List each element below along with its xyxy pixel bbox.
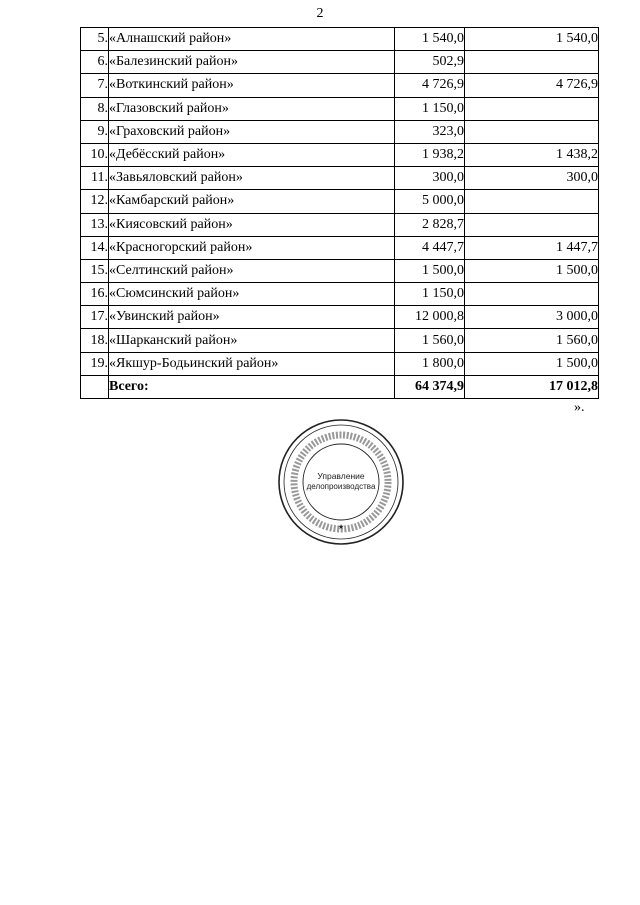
row-number: 13.	[81, 213, 109, 236]
total-label: Всего:	[109, 375, 395, 398]
district-name: «Киясовский район»	[109, 213, 395, 236]
total-empty-cell	[81, 375, 109, 398]
total-amount-second: 17 012,8	[465, 375, 599, 398]
district-name: «Сюмсинский район»	[109, 283, 395, 306]
amount-total: 2 828,7	[395, 213, 465, 236]
row-number: 10.	[81, 143, 109, 166]
amount-second	[465, 283, 599, 306]
row-number: 19.	[81, 352, 109, 375]
amount-second: 1 438,2	[465, 143, 599, 166]
total-amount: 64 374,9	[395, 375, 465, 398]
amount-second: 1 447,7	[465, 236, 599, 259]
row-number: 11.	[81, 167, 109, 190]
row-number: 6.	[81, 51, 109, 74]
district-name: «Селтинский район»	[109, 259, 395, 282]
row-number: 5.	[81, 28, 109, 51]
table-row	[81, 74, 599, 97]
amount-second: 3 000,0	[465, 306, 599, 329]
district-name: «Балезинский район»	[109, 51, 395, 74]
svg-text:★: ★	[337, 523, 345, 531]
amount-total: 300,0	[395, 167, 465, 190]
amount-second: 300,0	[465, 167, 599, 190]
amount-total: 323,0	[395, 120, 465, 143]
table-row	[81, 329, 599, 352]
table-row	[81, 213, 599, 236]
district-name: «Граховский район»	[109, 120, 395, 143]
total-row	[81, 375, 599, 398]
district-name: «Завьяловский район»	[109, 167, 395, 190]
amount-total: 502,9	[395, 51, 465, 74]
amount-total: 4 447,7	[395, 236, 465, 259]
table-row	[81, 97, 599, 120]
stamp-line-2: делопроизводства	[306, 482, 376, 491]
amount-second	[465, 190, 599, 213]
amount-second: 1 500,0	[465, 259, 599, 282]
district-name: «Увинский район»	[109, 306, 395, 329]
table-body	[81, 28, 599, 399]
amount-second: 1 560,0	[465, 329, 599, 352]
row-number: 17.	[81, 306, 109, 329]
amount-total: 1 500,0	[395, 259, 465, 282]
district-name: «Дебёсский район»	[109, 143, 395, 166]
amount-total: 12 000,8	[395, 306, 465, 329]
table-row	[81, 28, 599, 51]
amount-second	[465, 51, 599, 74]
closing-quote-mark: ».	[574, 400, 585, 415]
amount-total: 1 150,0	[395, 97, 465, 120]
table-row	[81, 143, 599, 166]
amount-second	[465, 213, 599, 236]
amount-total: 1 150,0	[395, 283, 465, 306]
district-name: «Воткинский район»	[109, 74, 395, 97]
amount-second: 4 726,9	[465, 74, 599, 97]
amount-total: 4 726,9	[395, 74, 465, 97]
district-name: «Камбарский район»	[109, 190, 395, 213]
amount-second	[465, 97, 599, 120]
amount-second: 1 500,0	[465, 352, 599, 375]
stamp-line-1: Управление	[317, 471, 365, 481]
table-row	[81, 120, 599, 143]
amount-total: 5 000,0	[395, 190, 465, 213]
row-number: 8.	[81, 97, 109, 120]
table-row	[81, 306, 599, 329]
row-number: 15.	[81, 259, 109, 282]
row-number: 18.	[81, 329, 109, 352]
table-row	[81, 190, 599, 213]
amount-total: 1 800,0	[395, 352, 465, 375]
district-name: «Глазовский район»	[109, 97, 395, 120]
table-row	[81, 352, 599, 375]
district-name: «Красногорский район»	[109, 236, 395, 259]
amount-total: 1 540,0	[395, 28, 465, 51]
table-row	[81, 283, 599, 306]
row-number: 16.	[81, 283, 109, 306]
row-number: 7.	[81, 74, 109, 97]
district-name: «Алнашский район»	[109, 28, 395, 51]
table-row	[81, 167, 599, 190]
amount-total: 1 938,2	[395, 143, 465, 166]
amount-second: 1 540,0	[465, 28, 599, 51]
regions-table	[80, 27, 599, 399]
district-name: «Шарканский район»	[109, 329, 395, 352]
row-number: 9.	[81, 120, 109, 143]
amount-total: 1 560,0	[395, 329, 465, 352]
table-row	[81, 236, 599, 259]
table-row	[81, 51, 599, 74]
row-number: 14.	[81, 236, 109, 259]
district-name: «Якшур-Бодьинский район»	[109, 352, 395, 375]
official-seal-stamp	[277, 418, 405, 546]
page-number: 2	[316, 6, 324, 21]
row-number: 12.	[81, 190, 109, 213]
table-row	[81, 259, 599, 282]
amount-second	[465, 120, 599, 143]
